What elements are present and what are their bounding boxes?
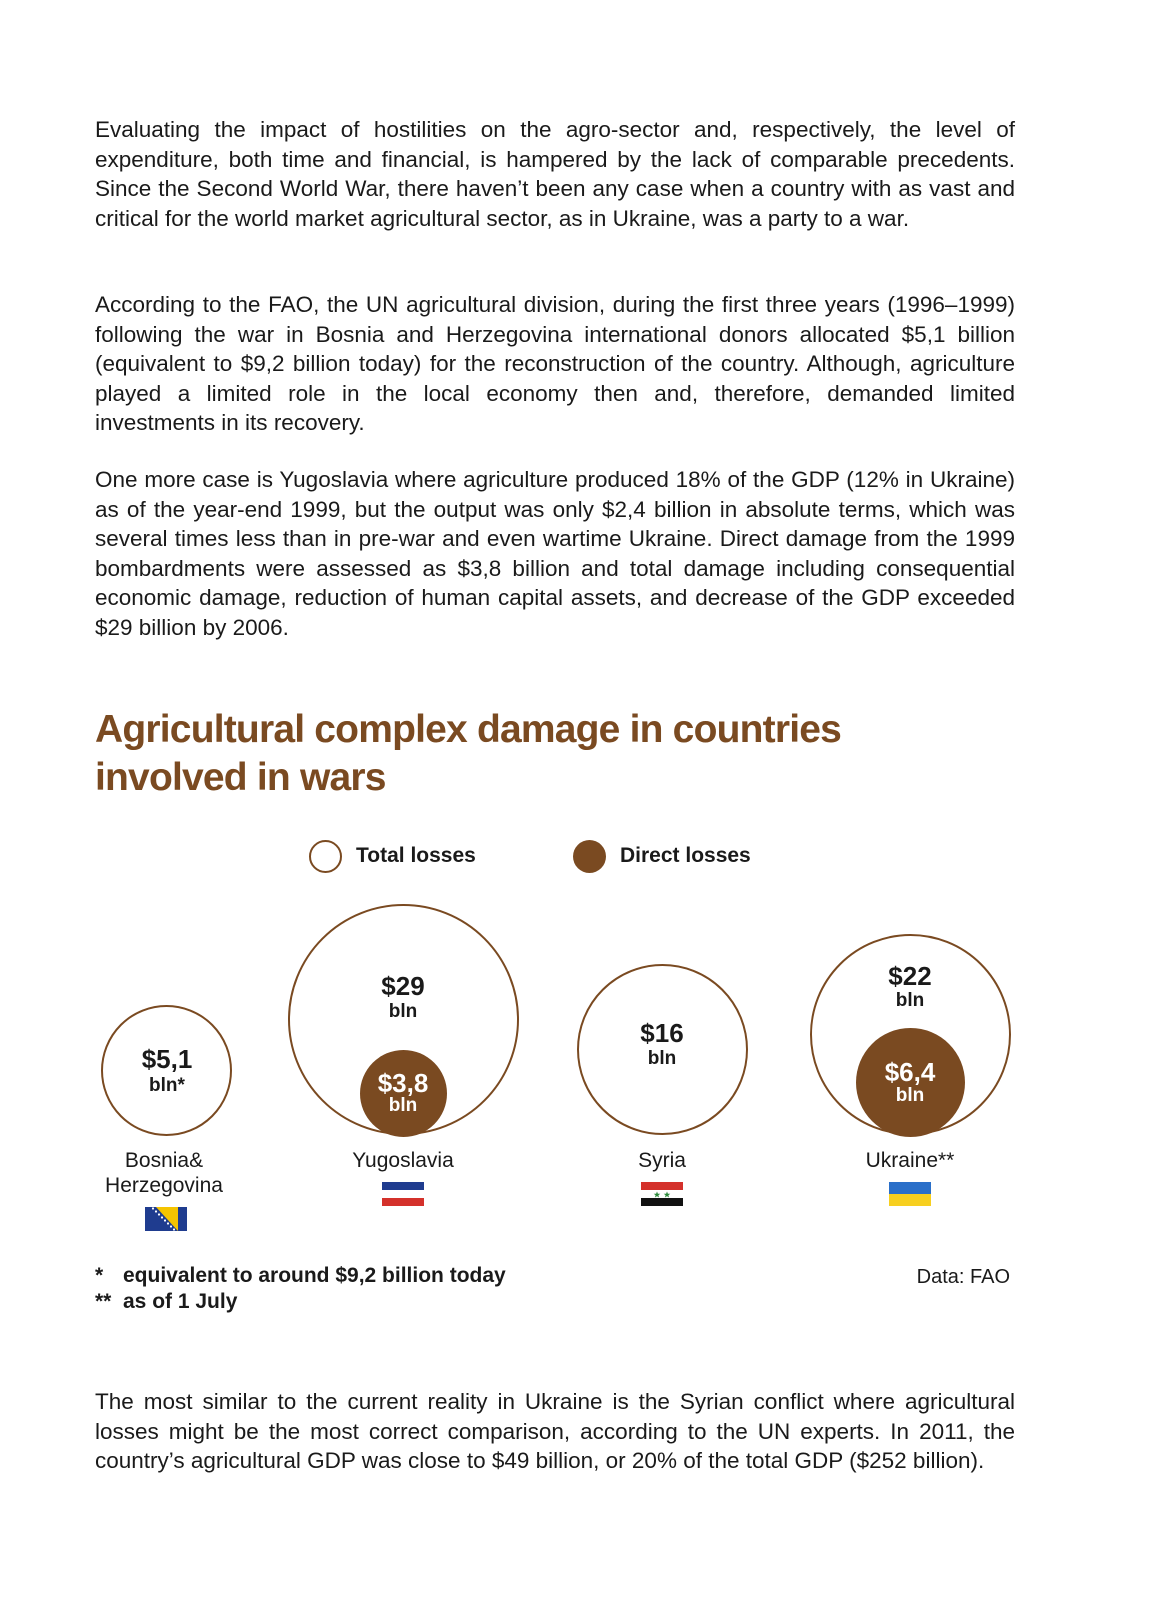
country-label-bosnia: Bosnia& Herzegovina	[105, 1149, 223, 1197]
intro-paragraph-3: One more case is Yugoslavia where agriculture produced 18% of the GDP (12% in Ukraine) as of the year-end 1999, but the output was only $2,4 billion in absolute terms, which was several times less than in pre-war and even wartime Ukraine. Direct damage from the 1999 bombardments were assessed as $3,8 billion and total damage including consequential economic damage, reduction of human capital assets, and decrease of the GDP exceeded $29 billion by 2006.	[95, 467, 1015, 640]
country-label-yugoslavia: Yugoslavia	[352, 1149, 454, 1172]
unit-direct-yugoslavia: bln	[388, 1095, 418, 1116]
syria-flag-icon	[641, 1182, 683, 1206]
intro-paragraph-1: Evaluating the impact of hostilities on the agro-sector and, respectively, the level of expenditure, both time and financial, is hampered by the lack of comparable precedents. Since the Second World War, there haven’t been any case when a country with as vast and critical for the world market agricultural sector, as in Ukraine, was a party to a war.	[95, 117, 1015, 231]
legend-direct-label: Direct losses	[620, 844, 751, 867]
unit-total-yugoslavia: bln	[388, 1001, 418, 1022]
value-total-bosnia: $5,1	[141, 1044, 193, 1074]
value-direct-yugoslavia: $3,8	[377, 1068, 429, 1098]
value-total-yugoslavia: $29	[381, 971, 425, 1001]
footnote-1-mark: *	[95, 1264, 104, 1287]
value-total-ukraine: $22	[888, 961, 932, 991]
country-label-syria: Syria	[638, 1149, 686, 1172]
footnote-2	[95, 1289, 237, 1315]
footnote-1-text: equivalent to around $9,2 billion today	[123, 1264, 506, 1287]
yugoslavia-flag-icon	[382, 1182, 424, 1206]
legend-direct	[573, 838, 751, 874]
unit-total-ukraine: bln	[895, 990, 925, 1011]
ukraine-flag-icon	[889, 1182, 931, 1206]
legend-total-circle-icon	[309, 840, 342, 873]
footnote-1	[95, 1263, 506, 1289]
country-label-ukraine: Ukraine**	[865, 1149, 955, 1172]
intro-paragraph-2: According to the FAO, the UN agricultural division, during the first three years (1996–1999) following the war in Bosnia and Herzegovina international donors allocated $5,1 billion (equivalent to $9,2 billion today) for the reconstruction of the country. Although, agriculture played a limited role in the local economy then and, therefore, demanded limited investments in its recovery.	[95, 292, 1015, 435]
chart-title	[95, 706, 995, 802]
unit-direct-ukraine: bln	[895, 1085, 925, 1106]
footnote-2-mark: **	[95, 1290, 112, 1313]
value-total-syria: $16	[640, 1018, 684, 1048]
unit-total-bosnia: bln*	[149, 1075, 185, 1096]
value-direct-ukraine: $6,4	[884, 1057, 936, 1087]
closing-paragraph: The most similar to the current reality in Ukraine is the Syrian conflict where agricultural losses might be the most correct comparison, according to the UN experts. In 2011, the country’s agricultural GDP was close to $49 billion, or 20% of the total GDP ($252 billion).	[95, 1389, 1015, 1473]
legend-direct-circle-icon	[573, 840, 606, 873]
chart-title-line-1: Agricultural complex damage in countries	[95, 708, 842, 751]
footnote-2-text: as of 1 July	[123, 1290, 238, 1313]
legend-total	[309, 838, 476, 874]
bosnia-flag-icon	[145, 1207, 187, 1231]
data-source: Data: FAO	[916, 1266, 1010, 1288]
unit-total-syria: bln	[647, 1048, 677, 1069]
legend-total-label: Total losses	[356, 844, 476, 867]
chart-title-line-2: involved in wars	[95, 756, 386, 799]
